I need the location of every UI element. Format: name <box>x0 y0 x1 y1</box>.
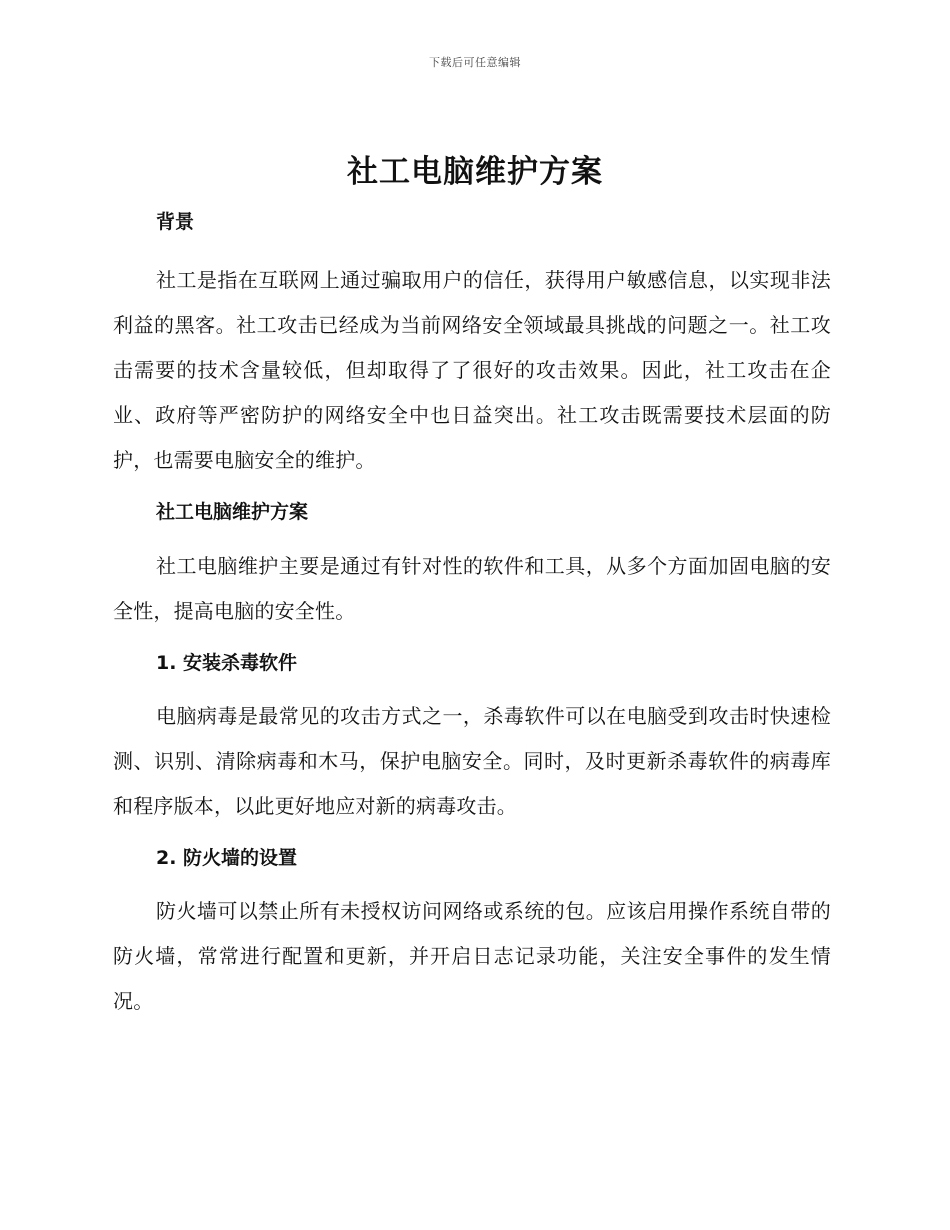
section-heading-background: 背景 <box>156 211 195 233</box>
section-paragraph-background: 社工是指在互联网上通过骗取用户的信任，获得用户敏感信息，以实现非法利益的黑客。社工攻击已经成为当前网络安全领域最具挑战的问题之一。社工攻击需要的技术含量较低，但却取得了了很好的攻击效果。因此，社工攻击在企业、政府等严密防护的网络安全中也日益突出。社工攻击既需要技术层面的防护，也需要电脑安全的维护。 <box>113 268 831 472</box>
section-heading-firewall: 2. 防火墙的设置 <box>156 847 298 869</box>
section-paragraph-maintenance-plan: 社工电脑维护主要是通过有针对性的软件和工具，从多个方面加固电脑的安全性，提高电脑的安全性。 <box>113 554 831 623</box>
document-body <box>113 202 831 1024</box>
section-heading-antivirus: 1. 安装杀毒软件 <box>156 652 298 674</box>
header-note: 下载后可任意编辑 <box>429 56 521 69</box>
section-paragraph-firewall: 防火墙可以禁止所有未授权访问网络或系统的包。应该启用操作系统自带的防火墙，常常进行配置和更新，并开启日志记录功能，关注安全事件的发生情况。 <box>113 899 831 1013</box>
section-heading-maintenance-plan: 社工电脑维护方案 <box>156 501 309 523</box>
section-paragraph-antivirus: 电脑病毒是最常见的攻击方式之一，杀毒软件可以在电脑受到攻击时快速检测、识别、清除病毒和木马，保护电脑安全。同时，及时更新杀毒软件的病毒库和程序版本，以此更好地应对新的病毒攻击。 <box>113 704 831 818</box>
document-title: 社工电脑维护方案 <box>347 154 603 190</box>
